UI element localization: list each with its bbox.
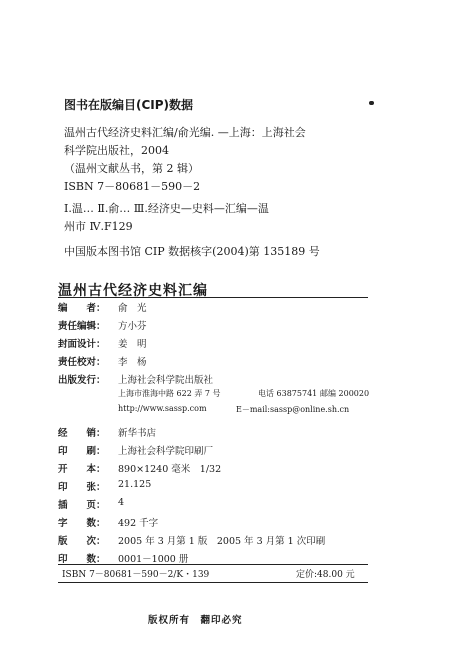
spec-wordcount-value: 492 千字 bbox=[118, 518, 159, 529]
credit-cover-design-value: 姜 明 bbox=[118, 339, 147, 350]
copyright-notice: 版权所有 翻印必究 bbox=[148, 615, 243, 626]
spec-distributor-value: 新华书店 bbox=[118, 428, 157, 439]
spec-sheets-value: 21.125 bbox=[118, 479, 152, 490]
credit-proofreader-value: 李 杨 bbox=[118, 357, 147, 368]
credit-publisher-label: 出版发行： bbox=[58, 375, 106, 386]
spec-printer-label: 印 刷： bbox=[58, 446, 106, 457]
credit-proofreader-label: 责任校对： bbox=[58, 357, 106, 368]
credit-responsible-editor-label: 责任编辑： bbox=[58, 321, 106, 332]
spec-printer-value: 上海社会科学院印刷厂 bbox=[118, 446, 214, 457]
cip-line-5: Ⅰ.温… Ⅱ.俞… Ⅲ.经济史—史料—汇编—温 bbox=[64, 202, 269, 215]
footer-rule-bottom bbox=[58, 582, 368, 583]
cip-line-1: 温州古代经济史料汇编/俞光编. —上海：上海社会 bbox=[64, 126, 306, 139]
spec-sheets-label: 印 张： bbox=[58, 482, 106, 493]
cip-line-6: 州市 Ⅳ.F129 bbox=[64, 220, 133, 233]
spec-edition-label: 版 次： bbox=[58, 536, 106, 547]
cip-heading: 图书在版编目(CIP)数据 bbox=[64, 98, 194, 112]
spec-format-value: 890×1240 毫米 1/32 bbox=[118, 464, 222, 475]
spec-inserts-label: 插 页： bbox=[58, 500, 106, 511]
publisher-phone: 电话 63875741 bbox=[258, 389, 318, 398]
footer-rule-top bbox=[58, 564, 368, 565]
publisher-address: 上海市淮海中路 622 弄 7 号 bbox=[118, 389, 221, 398]
title-rule bbox=[58, 297, 368, 298]
footer-isbn: ISBN 7－80681－590－2/K・139 bbox=[62, 570, 210, 580]
footer-price: 定价:48.00 元 bbox=[296, 570, 355, 580]
spec-wordcount-label: 字 数： bbox=[58, 518, 106, 529]
cip-line-3: （温州文献丛书，第 2 辑） bbox=[64, 162, 199, 175]
spec-format-label: 开 本： bbox=[58, 464, 106, 475]
spec-edition-value: 2005 年 3 月第 1 版 2005 年 3 月第 1 次印刷 bbox=[118, 536, 326, 547]
credit-responsible-editor-value: 方小芬 bbox=[118, 321, 147, 332]
spec-printrun-value: 0001－1000 册 bbox=[118, 554, 189, 565]
cip-line-7: 中国版本图书馆 CIP 数据核字(2004)第 135189 号 bbox=[64, 245, 320, 258]
cip-line-2: 科学院出版社，2004 bbox=[64, 144, 169, 157]
mark-dot bbox=[369, 101, 374, 105]
book-title: 温州古代经济史料汇编 bbox=[58, 283, 208, 299]
credit-editor-value: 俞 光 bbox=[118, 303, 147, 314]
publisher-email: E－mail:sassp@online.sh.cn bbox=[236, 405, 350, 414]
credit-cover-design-label: 封面设计： bbox=[58, 339, 106, 350]
cip-line-4: ISBN 7－80681－590－2 bbox=[64, 180, 201, 193]
publisher-web: http://www.sassp.com bbox=[118, 404, 207, 413]
spec-printrun-label: 印 数： bbox=[58, 554, 106, 565]
publisher-postcode: 邮编 200020 bbox=[320, 389, 370, 398]
credit-editor-label: 编 者： bbox=[58, 303, 106, 314]
credit-publisher-value: 上海社会科学院出版社 bbox=[118, 375, 214, 386]
spec-inserts-value: 4 bbox=[118, 497, 125, 508]
spec-distributor-label: 经 销： bbox=[58, 428, 106, 439]
